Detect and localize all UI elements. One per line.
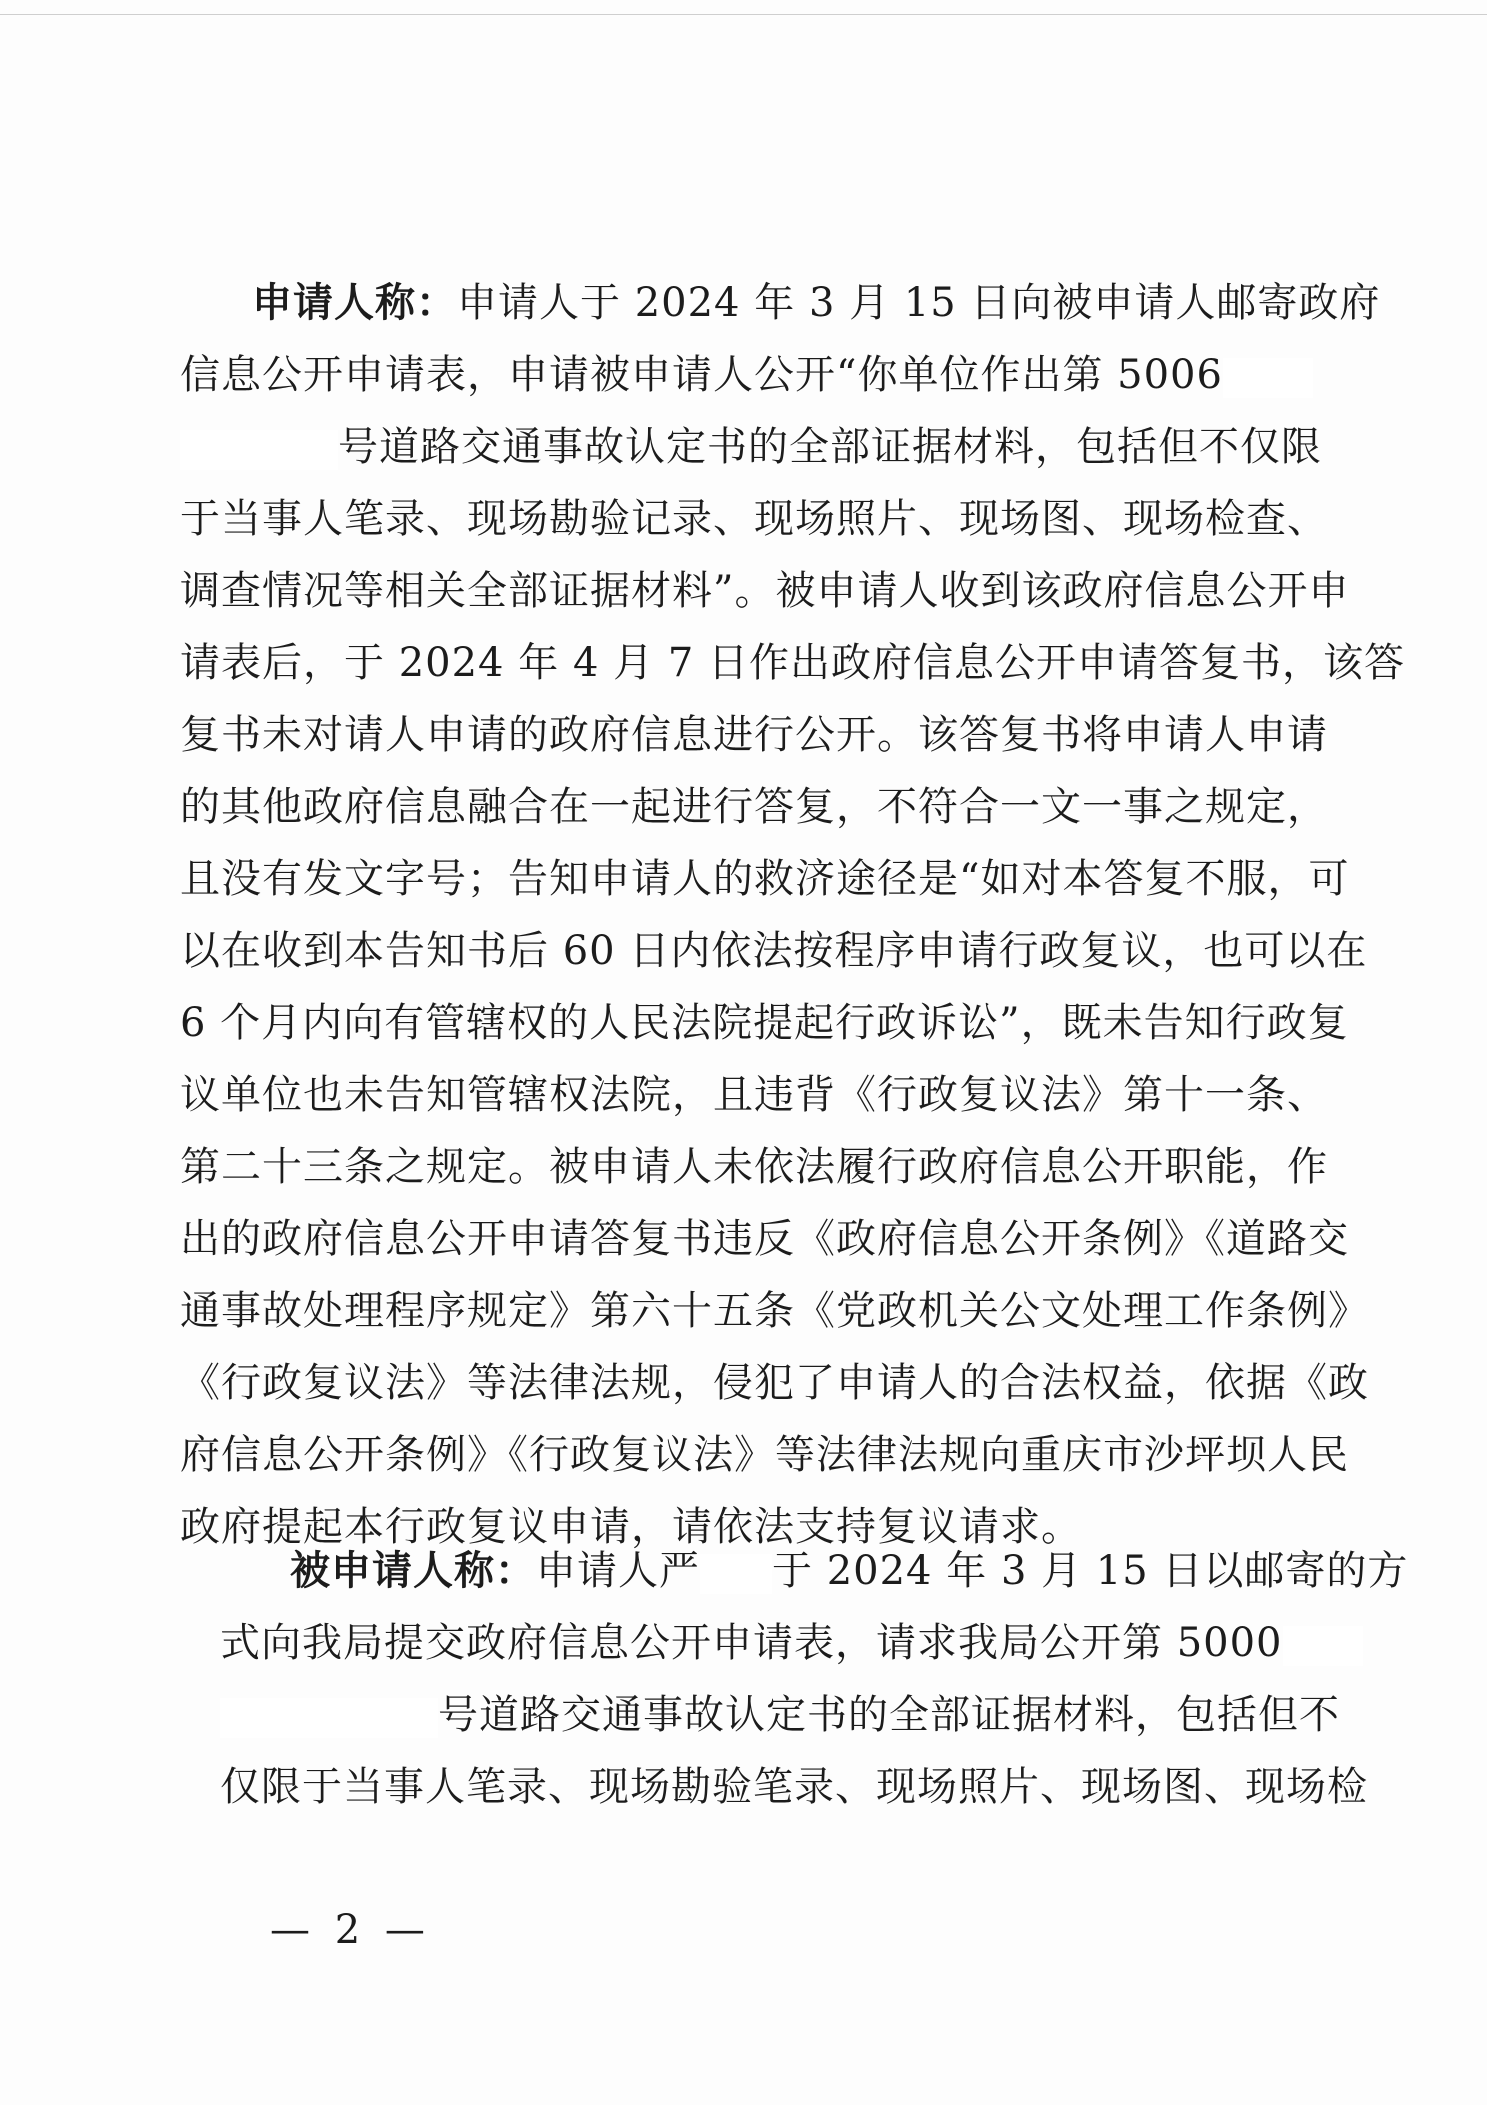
applicant-line-4 — [180, 495, 1328, 543]
applicant-line-3 — [180, 423, 1322, 471]
applicant-text: 府信息公开条例》《行政复议法》等法律法规向重庆市沙坪坝人民 — [180, 1432, 1349, 1478]
applicant-text: 政府提起本行政复议申请，请依法支持复议请求。 — [180, 1504, 1082, 1550]
redaction-mark — [180, 430, 338, 470]
applicant-text: 的其他政府信息融合在一起进行答复，不符合一文一事之规定， — [180, 784, 1328, 830]
applicant-text: 信息公开申请表，申请被申请人公开“你单位作出第 5006 — [180, 352, 1223, 398]
applicant-text: 请表后，于 2024 年 4 月 7 日作出政府信息公开申请答复书，该答 — [180, 640, 1405, 686]
respondent-line-1 — [290, 1547, 1408, 1595]
applicant-line-13 — [180, 1143, 1328, 1191]
applicant-text: 调查情况等相关全部证据材料”。被申请人收到该政府信息公开申 — [180, 568, 1350, 614]
respondent-text: 仅限于当事人笔录、现场勘验笔录、现场照片、现场图、现场检 — [220, 1764, 1368, 1810]
respondent-line-2 — [220, 1619, 1363, 1667]
applicant-text: 通事故处理程序规定》第六十五条《党政机关公文处理工作条例》 — [180, 1288, 1369, 1334]
respondent-line-4 — [220, 1763, 1368, 1811]
respondent-line-3 — [220, 1691, 1340, 1739]
applicant-line-12 — [180, 1071, 1328, 1119]
redaction-mark — [1223, 358, 1313, 398]
applicant-text: 复书未对请人申请的政府信息进行公开。该答复书将申请人申请 — [180, 712, 1328, 758]
page-number: — 2 — — [270, 1907, 431, 1953]
applicant-line-2 — [180, 351, 1313, 399]
applicant-text: 6 个月内向有管辖权的人民法院提起行政诉讼”，既未告知行政复 — [180, 1000, 1349, 1046]
respondent-text: 号道路交通事故认定书的全部证据材料，包括但不 — [438, 1692, 1340, 1738]
applicant-text: 于当事人笔录、现场勘验记录、现场照片、现场图、现场检查、 — [180, 496, 1328, 542]
redaction-mark — [220, 1698, 438, 1738]
applicant-text: 申请人于 2024 年 3 月 15 日向被申请人邮寄政府 — [457, 280, 1381, 326]
applicant-text: 且没有发文字号；告知申请人的救济途径是“如对本答复不服，可 — [180, 856, 1350, 902]
respondent-text: 于 2024 年 3 月 15 日以邮寄的方 — [772, 1548, 1409, 1594]
applicant-line-10 — [180, 927, 1367, 975]
applicant-line-18 — [180, 1503, 1082, 1551]
redaction-mark — [700, 1554, 772, 1594]
applicant-text: 以在收到本告知书后 60 日内依法按程序申请行政复议，也可以在 — [180, 928, 1368, 974]
applicant-text: 《行政复议法》等法律法规，侵犯了申请人的合法权益，依据《政 — [180, 1360, 1369, 1406]
applicant-line-6 — [180, 639, 1405, 687]
applicant-line-5 — [180, 567, 1349, 615]
applicant-text: 第二十三条之规定。被申请人未依法履行政府信息公开职能，作 — [180, 1144, 1328, 1190]
applicant-text: 号道路交通事故认定书的全部证据材料，包括但不仅限 — [338, 424, 1322, 470]
applicant-text: 出的政府信息公开申请答复书违反《政府信息公开条例》《道路交 — [180, 1216, 1349, 1262]
applicant-line-16 — [180, 1359, 1369, 1407]
respondent-heading: 被申请人称： — [290, 1547, 536, 1594]
applicant-line-15 — [180, 1287, 1369, 1335]
respondent-text: 申请人严 — [536, 1548, 700, 1594]
redaction-mark — [1283, 1626, 1363, 1666]
applicant-line-1 — [252, 279, 1380, 327]
scan-edge — [0, 14, 1487, 15]
respondent-text: 式向我局提交政府信息公开申请表，请求我局公开第 5000 — [220, 1620, 1283, 1666]
applicant-line-17 — [180, 1431, 1349, 1479]
applicant-heading: 申请人称： — [252, 279, 457, 326]
applicant-text: 议单位也未告知管辖权法院，且违背《行政复议法》第十一条、 — [180, 1072, 1328, 1118]
applicant-line-14 — [180, 1215, 1349, 1263]
applicant-line-9 — [180, 855, 1349, 903]
applicant-line-8 — [180, 783, 1328, 831]
applicant-line-11 — [180, 999, 1349, 1047]
applicant-line-7 — [180, 711, 1328, 759]
